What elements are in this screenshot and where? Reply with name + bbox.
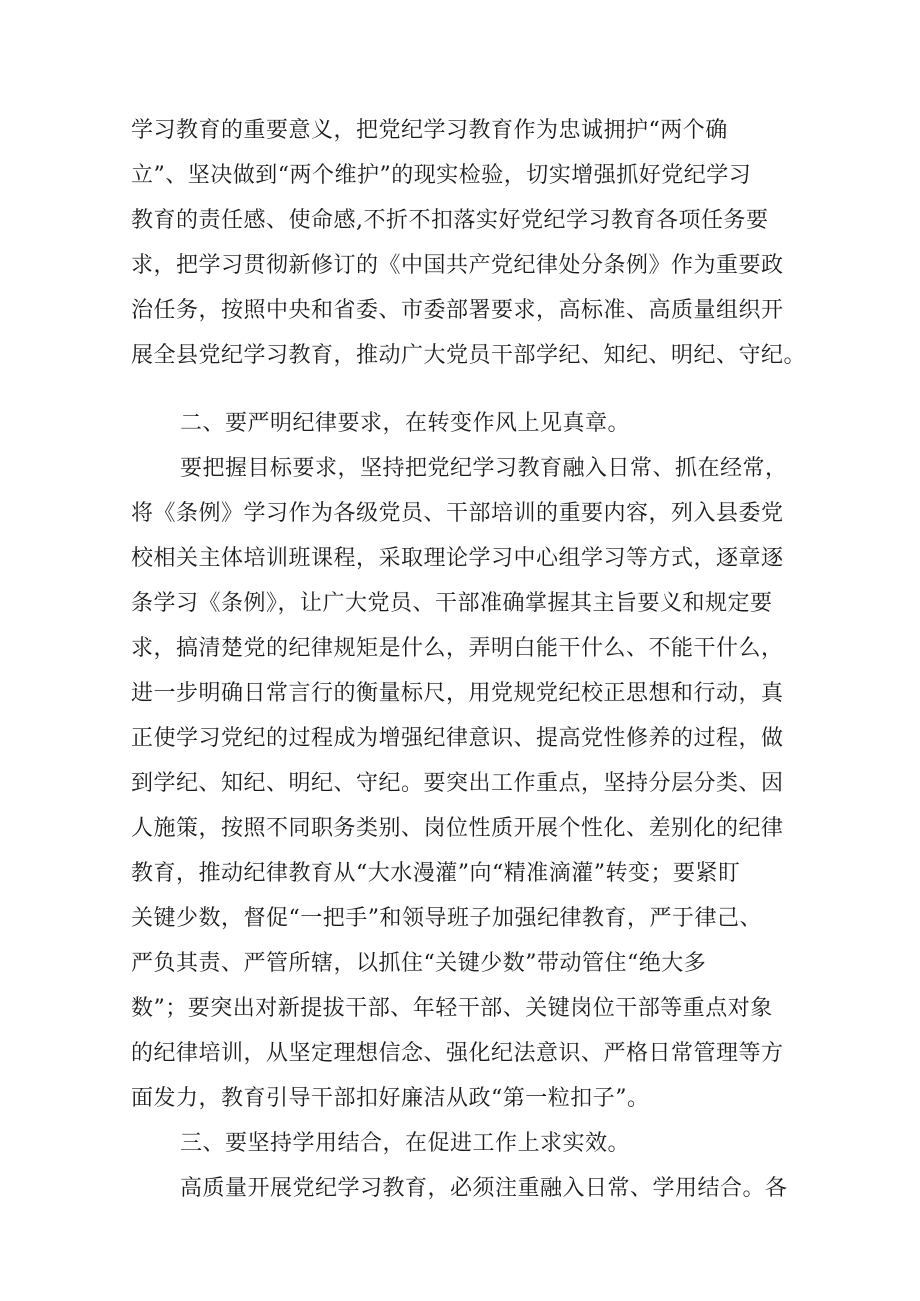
paragraph-line: 到学纪、知纪、明纪、守纪。要突出工作重点，坚持分层分类、因 bbox=[131, 771, 784, 796]
paragraph-line: 严负其责、严管所辖，以抓住“关键少数”带动管住“绝大多 bbox=[131, 951, 707, 976]
paragraph-line: 校相关主体培训班课程，采取理论学习中心组学习等方式，逐章逐 bbox=[131, 546, 784, 571]
section-heading: 二、要严明纪律要求，在转变作风上见真章。 bbox=[180, 411, 631, 436]
paragraph-line: 人施策，按照不同职务类别、岗位性质开展个性化、差别化的纪律 bbox=[131, 816, 784, 841]
paragraph-line: 展全县党纪学习教育，推动广大党员干部学纪、知纪、明纪、守纪。 bbox=[131, 343, 807, 368]
paragraph-line: 要把握目标要求，坚持把党纪学习教育融入日常、抓在经常， bbox=[180, 456, 788, 481]
paragraph-line: 面发力，教育引导干部扣好廉洁从政“第一粒扣子”。 bbox=[131, 1086, 650, 1111]
paragraph-line: 高质量开展党纪学习教育，必须注重融入日常、学用结合。各 bbox=[180, 1176, 788, 1201]
paragraph-line: 求，把学习贯彻新修订的《中国共产党纪律处分条例》作为重要政 bbox=[131, 253, 784, 278]
paragraph-line: 学习教育的重要意义，把党纪学习教育作为忠诚拥护“两个确 bbox=[131, 118, 728, 143]
paragraph-line: 进一步明确日常言行的衡量标尺，用党规党纪校正思想和行动，真 bbox=[131, 681, 784, 706]
paragraph-line: 教育，推动纪律教育从“大水漫灌”向“精准滴灌”转变；要紧盯 bbox=[131, 861, 741, 886]
section-heading: 三、要坚持学用结合，在促进工作上求实效。 bbox=[180, 1131, 631, 1156]
paragraph-line: 教育的责任感、使命感,不折不扣落实好党纪学习教育各项任务要 bbox=[131, 208, 769, 233]
paragraph-line: 治任务，按照中央和省委、市委部署要求，高标准、高质量组织开 bbox=[131, 298, 784, 323]
paragraph-line: 的纪律培训，从坚定理想信念、强化纪法意识、严格日常管理等方 bbox=[131, 1041, 784, 1066]
paragraph-line: 关键少数，督促“一把手”和领导班子加强纪律教育，严于律己、 bbox=[131, 906, 762, 931]
paragraph-line: 数”；要突出对新提拔干部、年轻干部、关键岗位干部等重点对象 bbox=[131, 996, 773, 1021]
paragraph-line: 立”、坚决做到“两个维护”的现实检验，切实增强抓好党纪学习 bbox=[131, 163, 752, 188]
paragraph-line: 条学习《条例》，让广大党员、干部准确掌握其主旨要义和规定要 bbox=[131, 591, 773, 616]
paragraph-line: 求，搞清楚党的纪律规矩是什么，弄明白能干什么、不能干什么， bbox=[131, 636, 784, 661]
paragraph-line: 正使学习党纪的过程成为增强纪律意识、提高党性修养的过程，做 bbox=[131, 726, 784, 751]
paragraph-line: 将《条例》学习作为各级党员、干部培训的重要内容，列入县委党 bbox=[131, 501, 784, 526]
